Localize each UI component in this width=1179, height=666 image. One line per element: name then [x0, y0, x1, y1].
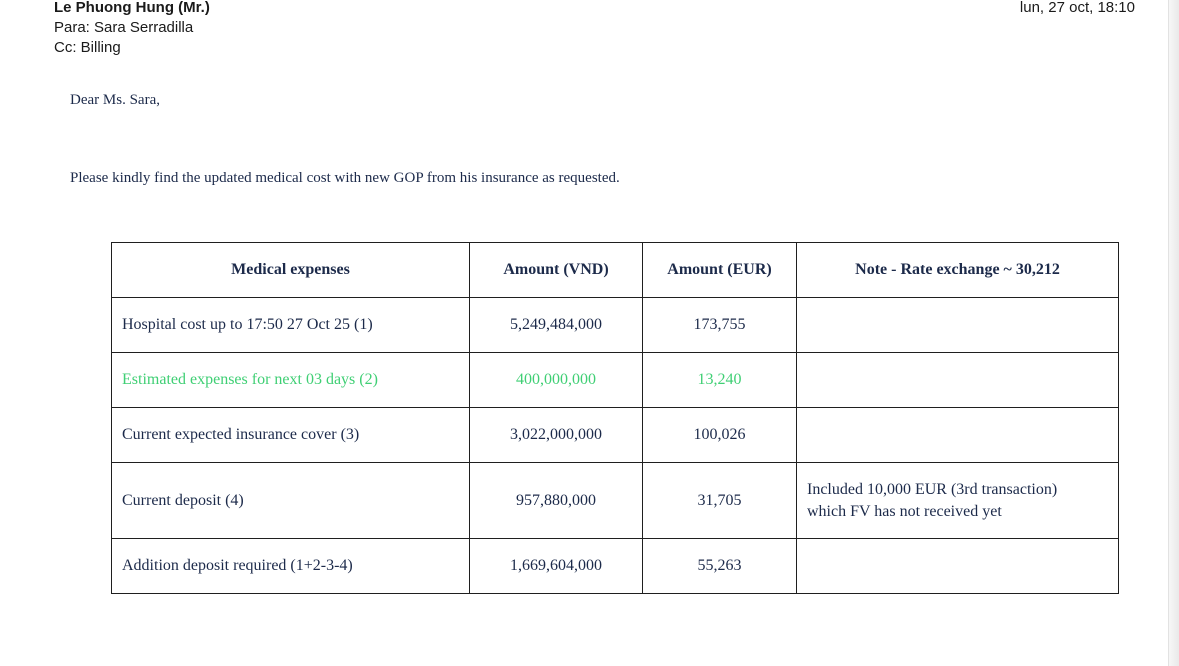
table-row	[112, 463, 1119, 539]
header-note-rate: Note - Rate exchange ~ 30,212	[797, 243, 1119, 298]
header-amount-eur: Amount (EUR)	[643, 243, 797, 298]
table-row	[112, 298, 1119, 353]
row-label: Hospital cost up to 17:50 27 Oct 25 (1)	[112, 298, 470, 353]
row-amount-eur: 31,705	[643, 463, 797, 539]
note-line: Included 10,000 EUR (3rd transaction)	[807, 480, 1058, 498]
row-note	[797, 408, 1119, 463]
row-amount-vnd: 400,000,000	[470, 353, 643, 408]
table-header-row	[112, 243, 1119, 298]
header-medical-expenses: Medical expenses	[112, 243, 470, 298]
row-label: Addition deposit required (1+2-3-4)	[112, 539, 470, 594]
table-row	[112, 353, 1119, 408]
row-note	[797, 539, 1119, 594]
row-amount-vnd: 957,880,000	[470, 463, 643, 539]
greeting: Dear Ms. Sara,	[70, 92, 160, 108]
row-label: Current deposit (4)	[112, 463, 470, 539]
medical-expenses-table	[111, 242, 1119, 594]
row-amount-eur: 173,755	[643, 298, 797, 353]
row-note	[797, 463, 1119, 539]
cc-line[interactable]: Cc: Billing	[54, 39, 121, 56]
row-amount-eur: 13,240	[643, 353, 797, 408]
note-line: which FV has not received yet	[807, 502, 1002, 520]
sender-name[interactable]: Le Phuong Hung (Mr.)	[54, 0, 210, 16]
header-amount-vnd: Amount (VND)	[470, 243, 643, 298]
email-date: lun, 27 oct, 18:10	[1019, 0, 1135, 16]
row-label: Estimated expenses for next 03 days (2)	[112, 353, 470, 408]
row-note	[797, 298, 1119, 353]
row-amount-vnd: 3,022,000,000	[470, 408, 643, 463]
row-label: Current expected insurance cover (3)	[112, 408, 470, 463]
table-row	[112, 408, 1119, 463]
row-amount-vnd: 5,249,484,000	[470, 298, 643, 353]
row-amount-eur: 55,263	[643, 539, 797, 594]
table-row	[112, 539, 1119, 594]
email-header	[54, 0, 210, 58]
intro-paragraph: Please kindly find the updated medical cost with new GOP from his insurance as requested.	[70, 170, 620, 186]
row-note	[797, 353, 1119, 408]
page-edge-divider	[1168, 0, 1179, 666]
row-amount-vnd: 1,669,604,000	[470, 539, 643, 594]
to-line[interactable]: Para: Sara Serradilla	[54, 19, 194, 36]
row-amount-eur: 100,026	[643, 408, 797, 463]
